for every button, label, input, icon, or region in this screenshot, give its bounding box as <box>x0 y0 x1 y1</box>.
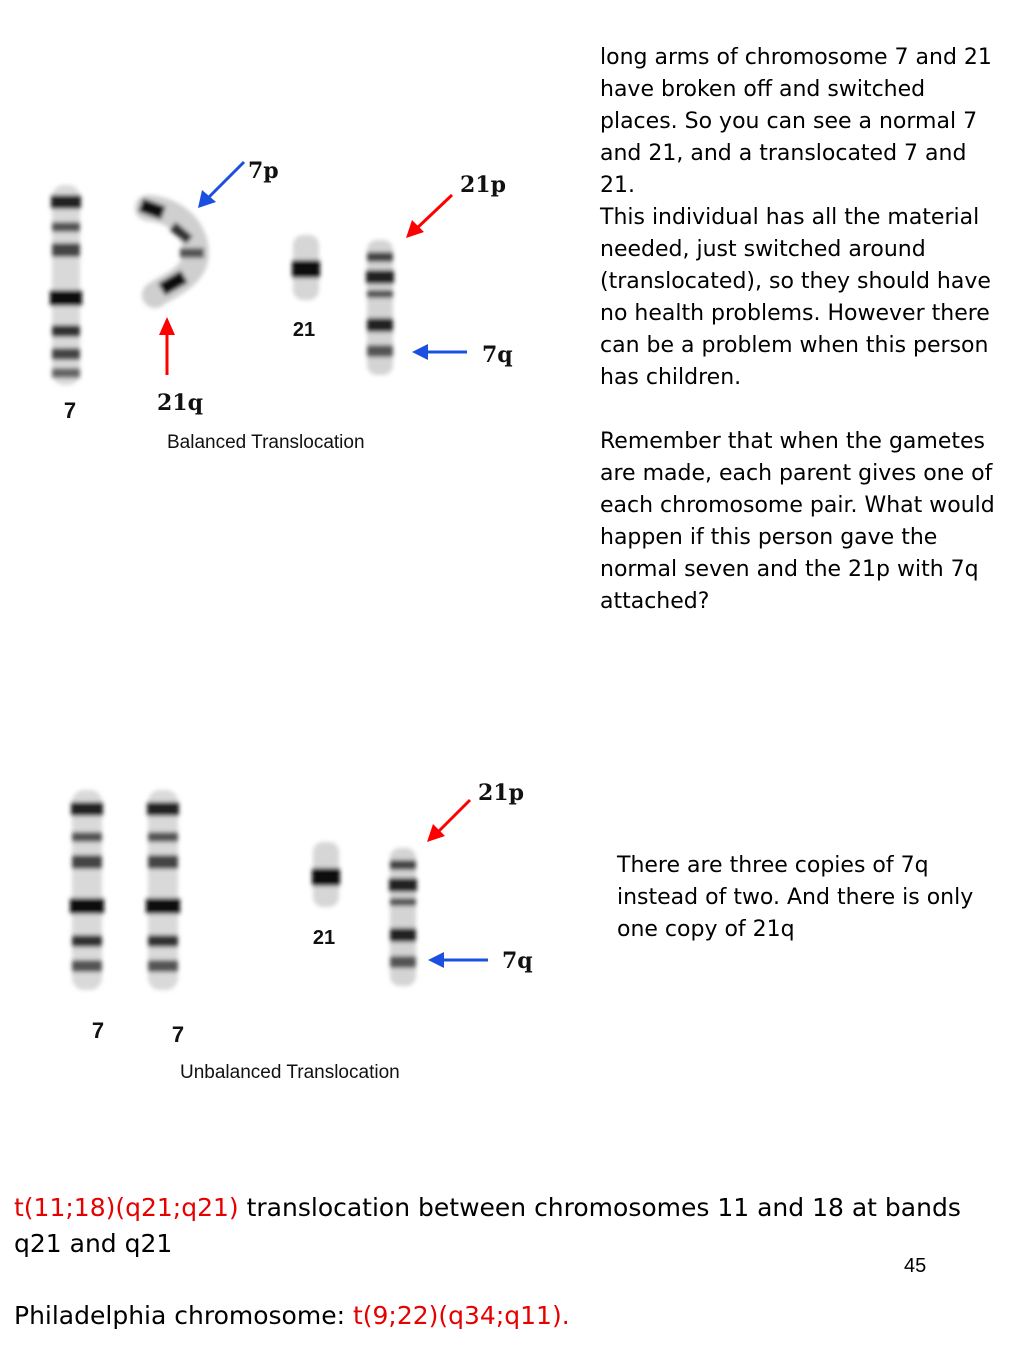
21q-label: 21q <box>157 390 203 416</box>
philadelphia-note <box>14 1298 974 1334</box>
chromosome-21-label: 21 <box>312 927 336 949</box>
balanced-translocation-diagram <box>30 140 550 460</box>
red-arrow-21q <box>159 317 175 375</box>
explanation-middle-para: There are three copies of 7q instead of two. And there is only one copy of 21q <box>617 853 974 942</box>
translocation-note <box>14 1190 974 1262</box>
red-arrow-21p <box>427 800 470 842</box>
chromosome-7p-21q <box>138 198 204 295</box>
21p-label: 21p <box>460 172 506 198</box>
chromosome-7-normal <box>50 185 82 385</box>
bottom-notes <box>14 1190 974 1334</box>
explanation-text-middle <box>617 850 987 946</box>
page-number: 45 <box>904 1255 927 1277</box>
chromosome-7b-label: 7 <box>171 1022 185 1047</box>
chromosome-7-label: 7 <box>63 398 77 423</box>
unbalanced-translocation-caption: Unbalanced Translocation <box>180 1062 400 1083</box>
21p-label: 21p <box>478 780 524 806</box>
chromosome-21p-7q <box>389 848 417 986</box>
translocation-description: translocation between chromosomes 11 and 18 at bands q21 and q21 <box>14 1193 961 1258</box>
philadelphia-label: Philadelphia chromosome: <box>14 1301 353 1330</box>
explanation-para-1: long arms of chromosome 7 and 21 have broken off and switched places. So you can see a normal 7 and 21, and a translocated 7 and 21. <box>600 45 992 198</box>
translocation-notation: t(11;18)(q21;q21) <box>14 1193 239 1222</box>
chromosome-21-label: 21 <box>292 319 316 341</box>
unbalanced-translocation-figure <box>50 770 570 1090</box>
7p-label: 7p <box>248 158 279 184</box>
chromosome-7a <box>70 790 104 990</box>
red-arrow-21p <box>406 195 452 238</box>
chromosome-7a-label: 7 <box>91 1018 105 1043</box>
explanation-para-3: Remember that when the gametes are made, each parent gives one of each chromosome pair. What would happen if this person gave the normal seven and the 21p with 7q attached? <box>600 429 995 614</box>
chromosome-7b <box>146 790 180 990</box>
chromosome-21p-7q <box>366 240 394 375</box>
explanation-para-2: This individual has all the material needed, just switched around (translocated), so they should have no health problems. However there can be a problem when this person has children. <box>600 205 991 390</box>
chromosome-21 <box>312 842 340 907</box>
balanced-translocation-caption: Balanced Translocation <box>167 432 365 453</box>
explanation-text-top <box>600 42 995 618</box>
blue-arrow-7q <box>412 344 467 360</box>
7q-label: 7q <box>482 342 513 368</box>
blue-arrow-7p <box>198 162 244 208</box>
balanced-translocation-figure <box>30 140 550 460</box>
chromosome-21-normal <box>292 235 320 300</box>
blue-arrow-7q <box>428 952 488 968</box>
7q-label: 7q <box>502 948 533 974</box>
unbalanced-translocation-diagram <box>50 770 570 1090</box>
philadelphia-notation: t(9;22)(q34;q11). <box>352 1301 570 1330</box>
